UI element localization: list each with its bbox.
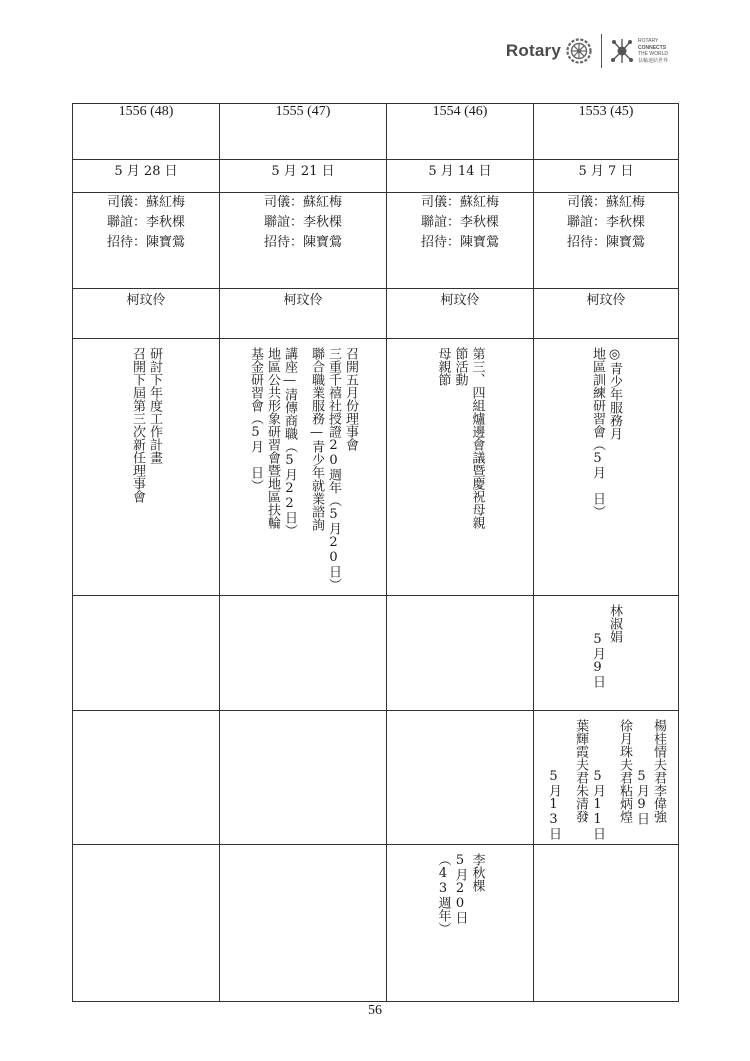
spouse-date: 5月9日 <box>634 769 649 825</box>
birthday-text <box>589 596 623 688</box>
birthday-cell <box>73 596 220 711</box>
staff-mc: 司儀：蘇紅梅 <box>420 195 499 210</box>
meeting-date: 5 月 28 日 <box>73 160 220 193</box>
program-line: 母親節 <box>435 347 451 386</box>
meeting-date-row <box>73 160 679 193</box>
motto-line: ROTARY <box>637 38 659 44</box>
program-text <box>435 339 486 529</box>
duty-staff-row <box>73 193 679 289</box>
program-line: 三重千禧社授證20週年（5月20日） <box>326 347 341 591</box>
motto-line: THE WORLD <box>637 51 668 57</box>
staff-fellowship: 聯誼：李秋棵 <box>106 215 185 230</box>
rotary-wheel-icon <box>566 38 592 64</box>
birthday-cell <box>534 596 679 711</box>
anniversary-cell <box>534 845 679 1002</box>
spouse-birthday-text <box>545 711 667 840</box>
birthday-cell <box>387 596 534 711</box>
spouse-birthday-cell <box>73 711 220 845</box>
meeting-number: 1553 (45) <box>534 104 679 160</box>
motto-line: CONNECTS <box>637 44 667 51</box>
program-line: ◎青少年服務月 <box>607 347 622 440</box>
spouse-date: 5月11日 <box>590 769 605 840</box>
program-cell <box>220 339 387 596</box>
staff-reception: 招待：陳寶鶯 <box>263 235 342 250</box>
program-line: 地區公共形象研習會暨地區扶輪 <box>265 347 280 529</box>
speaker-name: 柯玟伶 <box>73 289 220 339</box>
staff-fellowship: 聯誼：李秋棵 <box>566 215 645 230</box>
meeting-number: 1555 (47) <box>220 104 387 160</box>
meeting-date: 5 月 21 日 <box>220 160 387 193</box>
program-text <box>589 339 623 518</box>
anniversary-cell <box>73 845 220 1002</box>
rotary-connects-motto <box>638 38 668 64</box>
meeting-number-row <box>73 104 679 160</box>
anniversary-text <box>435 845 486 935</box>
anniversary-date: 5月20日 <box>452 853 468 924</box>
meeting-number: 1554 (46) <box>387 104 534 160</box>
program-text <box>129 339 163 503</box>
speaker-row <box>73 289 679 339</box>
rotary-connects-emblem-icon <box>609 36 635 66</box>
duty-staff-cell <box>534 193 679 289</box>
page-number: 56 <box>368 1003 382 1018</box>
logo-divider <box>601 34 602 68</box>
spouse-birthday-cell <box>220 711 387 845</box>
program-cell <box>387 339 534 596</box>
duty-staff-cell <box>220 193 387 289</box>
meeting-date: 5 月 7 日 <box>534 160 679 193</box>
spouse-birthday-cell <box>534 711 679 845</box>
weekly-schedule-table <box>72 103 679 1002</box>
program-line: 基金研習會（5月 日） <box>248 347 263 492</box>
anniversary-cell <box>387 845 534 1002</box>
meeting-date: 5 月 14 日 <box>387 160 534 193</box>
spouse-birthday-cell <box>387 711 534 845</box>
wedding-anniversary-row <box>73 845 679 1002</box>
program-line: 節活動 <box>452 347 468 386</box>
speaker-name: 柯玟伶 <box>387 289 534 339</box>
staff-reception: 招待：陳寶鶯 <box>420 235 499 250</box>
program-text <box>247 339 359 591</box>
staff-fellowship: 聯誼：李秋棵 <box>420 215 499 230</box>
staff-mc: 司儀：蘇紅梅 <box>566 195 645 210</box>
program-row <box>73 339 679 596</box>
program-line: 研討下年度工作計畫 <box>147 347 162 464</box>
motto-line: 扶輪連結世界 <box>637 57 668 64</box>
meeting-number: 1556 (48) <box>73 104 220 160</box>
program-cell <box>73 339 220 596</box>
program-line: 地區訓練研習會（5月 日） <box>590 347 605 518</box>
spouse-name: 徐月珠夫君粘炳煌 <box>617 719 632 823</box>
staff-mc: 司儀：蘇紅梅 <box>263 195 342 210</box>
program-line: 召開下屆第三次新任理事會 <box>130 347 145 503</box>
program-line: 第三、四組爐邊會議暨慶祝母親 <box>469 347 485 529</box>
rotary-wordmark: Rotary <box>505 41 561 60</box>
header-logos <box>506 30 668 72</box>
program-line: 召開五月份理事會 <box>343 347 358 451</box>
spouse-date: 5月13日 <box>546 769 561 840</box>
anniversary-name: 李秋棵 <box>469 853 485 892</box>
staff-reception: 招待：陳寶鶯 <box>566 235 645 250</box>
spouse-name: 葉輝霞夫君朱清發 <box>573 719 588 823</box>
duty-staff-cell <box>73 193 220 289</box>
birthday-date: 5月9日 <box>590 632 605 688</box>
speaker-name: 柯玟伶 <box>534 289 679 339</box>
member-birthday-row <box>73 596 679 711</box>
speaker-name: 柯玟伶 <box>220 289 387 339</box>
spouse-birthday-row <box>73 711 679 845</box>
anniversary-cell <box>220 845 387 1002</box>
staff-reception: 招待：陳寶鶯 <box>106 235 185 250</box>
anniversary-years: （43週年） <box>435 853 451 935</box>
birthday-cell <box>220 596 387 711</box>
staff-mc: 司儀：蘇紅梅 <box>106 195 185 210</box>
program-cell <box>534 339 679 596</box>
program-line: 聯合職業服務—青少年就業諮詢 <box>309 347 324 531</box>
staff-fellowship: 聯誼：李秋棵 <box>263 215 342 230</box>
spouse-name: 楊桂情夫君李偉強 <box>651 719 666 823</box>
duty-staff-cell <box>387 193 534 289</box>
birthday-name: 林淑娟 <box>607 604 622 643</box>
program-line: 講座—清傳商職（5月22日） <box>282 347 297 537</box>
